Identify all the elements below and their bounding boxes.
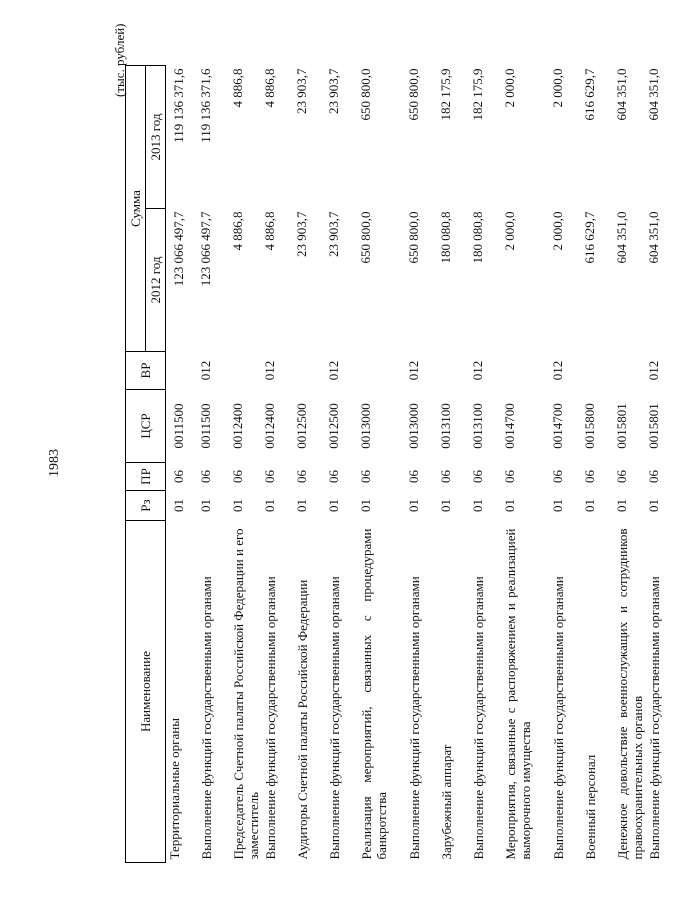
row-name: Выполнение функций государственными органами <box>470 576 486 860</box>
row-2013: 604 351,0 <box>613 68 629 121</box>
table-row <box>294 66 326 863</box>
row-csr: 0013000 <box>405 403 421 449</box>
header-2012: 2012 год <box>146 209 166 352</box>
row-rz: 01 <box>229 499 245 512</box>
page-number: 1983 <box>47 449 62 477</box>
row-2012: 2 000,0 <box>501 211 517 251</box>
row-name: Выполнение функций государственными органами <box>550 576 566 860</box>
row-2012: 23 903,7 <box>325 211 341 257</box>
row-2013: 650 800,0 <box>405 68 421 121</box>
row-name: Выполнение функций государственными органами <box>646 576 662 860</box>
row-2013: 182 175,9 <box>437 68 453 121</box>
row-2012: 4 886,8 <box>229 211 245 251</box>
row-rz: 01 <box>437 499 453 512</box>
row-2013: 4 886,8 <box>261 68 277 108</box>
table-row <box>470 66 502 863</box>
row-pr: 06 <box>325 470 341 483</box>
row-csr: 0014700 <box>549 403 565 449</box>
row-csr: 0011500 <box>171 403 186 449</box>
table-row <box>262 66 294 863</box>
header-name: Наименование <box>126 521 166 863</box>
row-pr: 06 <box>197 470 213 483</box>
row-name: Выполнение функций государственными органами <box>262 576 278 860</box>
table-body <box>166 66 678 863</box>
row-rz: 01 <box>325 499 341 512</box>
row-vr: 012 <box>197 360 213 381</box>
row-2012: 2 000,0 <box>549 211 565 251</box>
row-2013: 2 000,0 <box>549 68 565 108</box>
row-rz: 01 <box>293 499 309 512</box>
row-vr <box>438 352 470 390</box>
row-vr <box>166 352 198 390</box>
row-rz: 01 <box>581 499 597 512</box>
row-name: Денежное довольствие военнослужащих и сотрудников правоохранительных органов <box>614 528 645 860</box>
row-rz: 01 <box>171 499 186 512</box>
table-row <box>406 66 438 863</box>
row-2013: 23 903,7 <box>293 68 309 114</box>
row-2013: 604 351,0 <box>645 68 661 121</box>
table-header <box>126 66 166 863</box>
row-rz: 01 <box>549 499 565 512</box>
row-2013: 119 136 371,6 <box>197 68 213 143</box>
header-sum: Сумма <box>126 66 146 352</box>
row-csr: 0011500 <box>197 403 213 449</box>
row-rz: 01 <box>469 499 485 512</box>
row-2013: 2 000,0 <box>501 68 517 108</box>
row-csr: 0015801 <box>645 403 661 449</box>
row-vr <box>294 352 326 390</box>
row-pr: 06 <box>469 470 485 483</box>
table-row <box>502 66 550 863</box>
header-vr: ВР <box>126 352 166 390</box>
row-2012: 650 800,0 <box>357 211 373 264</box>
row-2012: 4 886,8 <box>261 211 277 251</box>
row-vr: 012 <box>645 360 661 381</box>
row-csr: 0012500 <box>293 403 309 449</box>
row-pr: 06 <box>357 470 373 483</box>
table-row <box>550 66 582 863</box>
row-name: Выполнение функций государственными органами <box>326 576 342 860</box>
row-name: Территориальные органы <box>167 718 182 860</box>
row-csr: 0015801 <box>613 403 629 449</box>
row-csr: 0012400 <box>261 403 277 449</box>
row-csr: 0012500 <box>325 403 341 449</box>
table-row <box>198 66 230 863</box>
row-pr: 06 <box>293 470 309 483</box>
header-2013: 2013 год <box>146 66 166 209</box>
row-rz: 01 <box>261 499 277 512</box>
row-csr: 0013100 <box>437 403 453 449</box>
row-2013: 23 903,7 <box>325 68 341 114</box>
row-name: Военный персонал <box>582 754 598 860</box>
row-pr: 06 <box>437 470 453 483</box>
row-rz: 01 <box>357 499 373 512</box>
row-name: Выполнение функций государственными органами <box>198 576 214 860</box>
row-vr <box>582 352 614 390</box>
row-2013: 4 886,8 <box>229 68 245 108</box>
row-2012: 123 066 497,7 <box>197 211 213 287</box>
header-pr: ПР <box>126 463 166 491</box>
row-pr: 06 <box>501 470 517 483</box>
row-pr: 06 <box>581 470 597 483</box>
table-row <box>614 66 646 863</box>
row-name: Зарубежный аппарат <box>438 744 454 860</box>
row-2012: 123 066 497,7 <box>171 211 186 287</box>
row-name: Выполнение функций государственными органами <box>406 576 422 860</box>
row-rz: 01 <box>405 499 421 512</box>
row-name: Мероприятия, связанные с распоряжением и реализацией выморочного имущества <box>502 528 533 860</box>
row-csr: 0013000 <box>357 403 373 449</box>
row-rz: 01 <box>197 499 213 512</box>
row-vr: 012 <box>405 360 421 381</box>
row-vr <box>614 352 646 390</box>
table-row <box>438 66 470 863</box>
row-2012: 616 629,7 <box>581 211 597 264</box>
table-row <box>358 66 406 863</box>
row-vr: 012 <box>469 360 485 381</box>
row-2012: 604 351,0 <box>645 211 661 264</box>
budget-table <box>125 65 678 863</box>
table-row <box>230 66 262 863</box>
row-pr: 06 <box>171 470 186 483</box>
row-pr: 06 <box>229 470 245 483</box>
row-vr: 012 <box>549 360 565 381</box>
row-vr: 012 <box>325 360 341 381</box>
row-vr <box>502 352 550 390</box>
row-csr: 0015800 <box>581 403 597 449</box>
table-row <box>646 66 678 863</box>
row-vr: 012 <box>261 360 277 381</box>
header-csr: ЦСР <box>126 390 166 463</box>
table-row <box>166 66 198 863</box>
row-csr: 0014700 <box>501 403 517 449</box>
row-2013: 650 800,0 <box>357 68 373 121</box>
units-label: (тыс. рублей) <box>112 23 127 97</box>
row-csr: 0012400 <box>229 403 245 449</box>
table-row <box>326 66 358 863</box>
row-2012: 23 903,7 <box>293 211 309 257</box>
row-2013: 182 175,9 <box>469 68 485 121</box>
header-rz: Рз <box>126 491 166 521</box>
row-vr <box>358 352 406 390</box>
row-2012: 180 080,8 <box>469 211 485 264</box>
row-2012: 180 080,8 <box>437 211 453 264</box>
row-rz: 01 <box>645 499 661 512</box>
row-pr: 06 <box>613 470 629 483</box>
row-pr: 06 <box>261 470 277 483</box>
row-name: Аудиторы Счетной палаты Российской Федерации <box>294 579 310 860</box>
row-vr <box>230 352 262 390</box>
row-name: Председатель Счетной палаты Российской Федерации и его заместитель <box>230 528 261 860</box>
row-2013: 616 629,7 <box>581 68 597 121</box>
row-2012: 650 800,0 <box>405 211 421 264</box>
row-2013: 119 136 371,6 <box>171 68 186 143</box>
row-pr: 06 <box>405 470 421 483</box>
row-pr: 06 <box>645 470 661 483</box>
row-2012: 604 351,0 <box>613 211 629 264</box>
row-rz: 01 <box>613 499 629 512</box>
table-row <box>582 66 614 863</box>
row-name: Реализация мероприятий, связанных с процедурами банкротства <box>358 528 389 860</box>
row-csr: 0013100 <box>469 403 485 449</box>
row-pr: 06 <box>549 470 565 483</box>
row-rz: 01 <box>501 499 517 512</box>
